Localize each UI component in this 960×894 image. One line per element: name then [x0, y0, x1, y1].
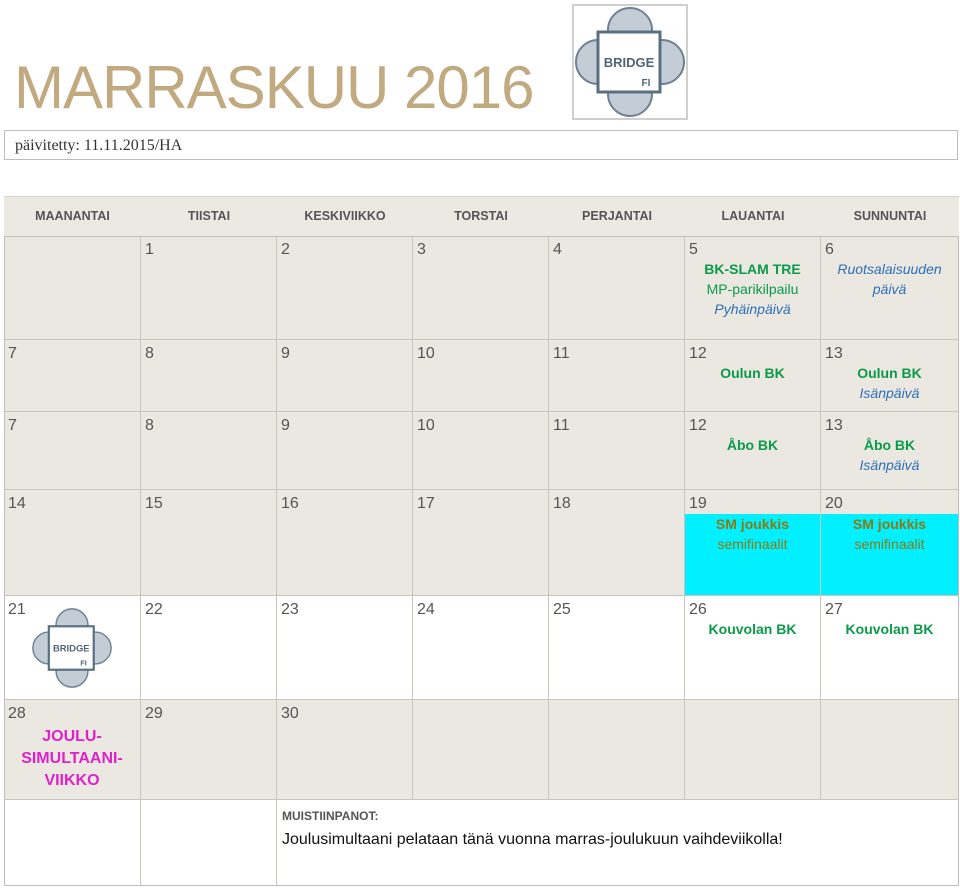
day-cell — [549, 340, 685, 412]
day-cell — [141, 490, 277, 596]
day-number: 21 — [8, 601, 26, 618]
day-cell — [277, 700, 413, 800]
day-cell — [821, 490, 959, 596]
day-number: 11 — [553, 417, 570, 434]
event-viikko: VIIKKO — [44, 772, 100, 789]
day-cell — [277, 490, 413, 596]
event-kouvolan-bk: Kouvolan BK — [708, 621, 797, 637]
holiday-ruotsalaisuuden: Ruotsalaisuuden — [837, 261, 942, 277]
day-number: 18 — [553, 495, 571, 512]
day-cell — [413, 236, 549, 340]
weekday-thu: TORSTAI — [413, 196, 549, 236]
event-sm-joukkis: SM joukkis — [852, 516, 927, 532]
day-cell — [277, 596, 413, 700]
day-cell — [685, 700, 821, 800]
day-cell — [821, 596, 959, 700]
day-number: 22 — [145, 601, 163, 618]
day-cell — [821, 340, 959, 412]
page-title: MARRASKUU 2016 — [14, 54, 534, 121]
day-cell — [4, 490, 141, 596]
holiday-paiva: päivä — [872, 281, 907, 297]
day-number: 6 — [825, 241, 834, 258]
day-number: 29 — [145, 705, 163, 722]
day-cell — [4, 800, 141, 886]
weekday-tue: TIISTAI — [141, 196, 277, 236]
day-number: 24 — [417, 601, 435, 618]
day-number: 5 — [689, 241, 698, 258]
weekday-fri: PERJANTAI — [549, 196, 685, 236]
day-cell — [413, 490, 549, 596]
day-number: 13 — [825, 417, 843, 434]
notes-text: Joulusimultaani pelataan tänä vuonna marras-joulukuun vaihdeviikolla! — [282, 831, 783, 848]
day-cell — [4, 340, 141, 412]
day-number: 30 — [281, 705, 299, 722]
day-number: 2 — [281, 241, 290, 258]
day-cell — [413, 340, 549, 412]
day-cell — [821, 412, 959, 490]
day-number: 12 — [689, 417, 707, 434]
day-number: 8 — [145, 417, 154, 434]
holiday-isanpaiva: Isänpäivä — [859, 385, 920, 401]
event-semifinaalit: semifinaalit — [854, 536, 925, 552]
day-cell — [277, 340, 413, 412]
day-cell — [277, 412, 413, 490]
weekday-sun: SUNNUNTAI — [821, 196, 959, 236]
day-cell — [549, 490, 685, 596]
day-number: 3 — [417, 241, 426, 258]
event-semifinaalit: semifinaalit — [717, 536, 788, 552]
day-cell — [413, 700, 549, 800]
event-abo-bk: Åbo BK — [863, 437, 916, 453]
event-sm-joukkis: SM joukkis — [715, 516, 790, 532]
day-cell — [141, 236, 277, 340]
event-bk-slam: BK-SLAM TRE — [704, 261, 801, 277]
event-kouvolan-bk: Kouvolan BK — [845, 621, 934, 637]
day-number: 15 — [145, 495, 163, 512]
day-number: 9 — [281, 345, 290, 362]
day-cell — [141, 412, 277, 490]
holiday-pyhainpaiva: Pyhäinpäivä — [714, 301, 791, 317]
day-cell — [549, 236, 685, 340]
day-cell — [549, 596, 685, 700]
weekday-mon: MAANANTAI — [4, 196, 141, 236]
day-number: 10 — [417, 417, 435, 434]
day-cell — [141, 800, 277, 886]
day-number: 23 — [281, 601, 299, 618]
day-cell — [413, 412, 549, 490]
day-number: 4 — [553, 241, 562, 258]
day-cell — [4, 236, 141, 340]
day-cell — [685, 236, 821, 340]
day-cell — [141, 700, 277, 800]
logo-text-fi: FI — [641, 78, 651, 89]
day-cell — [549, 700, 685, 800]
day-cell — [685, 412, 821, 490]
day-number: 26 — [689, 601, 707, 618]
day-number: 12 — [689, 345, 707, 362]
day-number: 10 — [417, 345, 435, 362]
day-number: 27 — [825, 601, 843, 618]
day-number: 20 — [825, 495, 843, 512]
day-cell — [413, 596, 549, 700]
bridge-fi-logo — [30, 606, 114, 690]
day-number: 28 — [8, 705, 26, 722]
day-number: 19 — [689, 495, 707, 512]
event-mp-parikilpailu: MP-parikilpailu — [706, 281, 799, 297]
holiday-isanpaiva: Isänpäivä — [859, 457, 920, 473]
event-abo-bk: Åbo BK — [726, 437, 779, 453]
day-number: 13 — [825, 345, 843, 362]
day-number: 7 — [8, 417, 17, 434]
day-number: 8 — [145, 345, 154, 362]
logo-text-bridge: BRIDGE — [603, 55, 655, 70]
day-cell — [4, 700, 141, 800]
day-cell — [277, 236, 413, 340]
notes-label: MUISTIINPANOT: — [282, 809, 379, 823]
day-number: 11 — [553, 345, 570, 362]
day-cell — [4, 412, 141, 490]
logo-text-fi: FI — [80, 658, 87, 668]
day-cell — [141, 596, 277, 700]
day-cell — [821, 700, 959, 800]
day-number: 1 — [145, 241, 154, 258]
day-cell — [821, 236, 959, 340]
day-number: 9 — [281, 417, 290, 434]
day-cell — [685, 340, 821, 412]
day-cell — [685, 596, 821, 700]
updated-line: päivitetty: 11.11.2015/HA — [4, 130, 958, 160]
bridge-fi-logo — [572, 4, 688, 120]
day-cell — [685, 490, 821, 596]
day-cell — [549, 412, 685, 490]
day-number: 14 — [8, 495, 26, 512]
event-joulu: JOULU- — [42, 728, 102, 745]
day-number: 7 — [8, 345, 17, 362]
logo-text-bridge: BRIDGE — [52, 642, 90, 654]
weekday-sat: LAUANTAI — [685, 196, 821, 236]
event-oulun-bk: Oulun BK — [857, 365, 922, 381]
day-number: 16 — [281, 495, 299, 512]
day-cell — [141, 340, 277, 412]
event-simultaani: SIMULTAANI- — [21, 750, 123, 767]
event-oulun-bk: Oulun BK — [720, 365, 785, 381]
day-number: 25 — [553, 601, 571, 618]
weekday-wed: KESKIVIIKKO — [277, 196, 413, 236]
day-number: 17 — [417, 495, 435, 512]
